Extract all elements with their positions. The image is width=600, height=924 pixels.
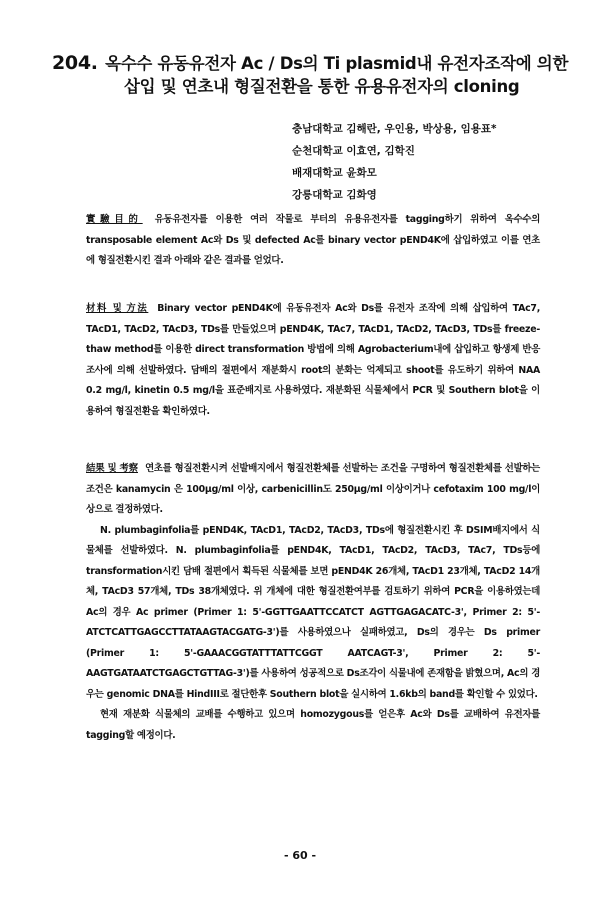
page-number: - 60 - <box>283 849 317 862</box>
paper-title <box>52 52 572 98</box>
section-purpose <box>86 210 540 272</box>
paper-number: 204. <box>52 52 98 74</box>
section-results <box>86 459 540 746</box>
section-text-results-3: 현재 재분화 식물체의 교배를 수행하고 있으며 homozygous를 얻은후 Ac와 Ds를 교배하여 유전자를 tagging할 예정이다. <box>86 709 540 741</box>
section-text-methods: Binary vector pEND4K에 유동유전자 Ac와 Ds를 유전자 조작에 의해 삽입하여 TAc7, TAcD1, TAcD2, TAcD3, TDs를 만들었으며 pEND4K, TAc7, TAcD1, TAcD2, TAcD3, TDs를 freeze-thaw method를 이용한 direct transformation 방법에 의해 Agrobacterium내에 삽입하고 항생제 반응조사에 의해 선발하였다. 담배의 절편에서 재분화시 root의 분화는 억제되고 shoot를 유도하기 위하여 NAA 0.2 mg/l, kinetin 0.5 mg/l을 표준배지로 사용하였다. 재분화된 식물체에서 PCR 및 Southern blot을 이용하여 형질전환을 확인하였다. <box>86 303 540 417</box>
section-label-methods: 材料 및 方法 <box>86 303 149 314</box>
section-label-results: 結果 및 考察 <box>86 463 138 474</box>
title-line-2: 삽입 및 연초내 형질전환을 통한 유용유전자의 cloning <box>124 77 520 96</box>
author-affiliation-2: 순천대학교 이효연, 김학진 <box>292 145 415 157</box>
author-affiliation-4: 강릉대학교 김화영 <box>292 189 377 201</box>
section-text-results-2: N. plumbaginfolia를 pEND4K, TAcD1, TAcD2, TAcD3, TDs에 형질전환시킨 후 DSIM배지에서 식물체를 선발하였다. N. plumbaginfolia를 pEND4K, TAcD1, TAcD2, TAcD3, TAc7, TDs등에 transformation시킨 담배 절편에서 획득된 식물체를 보면 pEND4K 26개체, TAcD1 23개체, TAcD2 14개체, TAcD3 57개체, TDs 38개체였다. 위 개체에 대한 형질전환여부를 검토하기 위하여 PCR을 이용하였는데 Ac의 경우 Ac primer (Primer 1: 5'-GGTTGAATTCCATCT AGTTGAGACATC-3', Primer 2: 5'-ATCTCATTGAGCCTTATAAGTACGATG-3')를 사용하였으나 실패하였고, Ds의 경우는 Ds primer (Primer 1: 5'-GAAACGGTATTTATTCGGT AATCAGT-3', Primer 2: 5'-AAGTGATAATCTGAGCTGTTAG-3')를 사용하여 성공적으로 Ds조각이 식물내에 존재함을 밝혔으며, Ac의 경우는 genomic DNA를 HindIII로 절단한후 Southern blot을 실시하여 1.6kb의 band를 확인할 수 있었다. <box>86 524 540 700</box>
section-label-purpose: 實驗目的 <box>86 214 143 225</box>
section-text-purpose: 유동유전자를 이용한 여러 작물로 부터의 유용유전자를 tagging하기 위하여 옥수수의 transposable element Ac와 Ds 및 defected Ac를 binary vector pEND4K에 삽입하였고 이를 연초에 형질전환시킨 결과 아래와 같은 결과를 얻었다. <box>86 214 540 266</box>
section-methods <box>86 299 540 422</box>
author-list <box>292 118 572 206</box>
title-line-1: 옥수수 유동유전자 Ac / Ds의 Ti plasmid내 유전자조작에 의한 <box>105 54 569 73</box>
author-affiliation-1: 충남대학교 김해란, 우인용, 박상용, 임용표* <box>292 123 497 135</box>
author-affiliation-3: 배재대학교 윤화모 <box>292 167 377 179</box>
section-text-results-1: 연초를 형질전환시켜 선발배지에서 형질전환체를 선발하는 조건을 구명하여 형질전환체를 선발하는 조건은 kanamycin 은 100μg/ml 이상, carbenicillin도 250μg/ml 이상이거나 cefotaxim 100 mg/l이상으로 결정하였다. <box>86 463 540 515</box>
